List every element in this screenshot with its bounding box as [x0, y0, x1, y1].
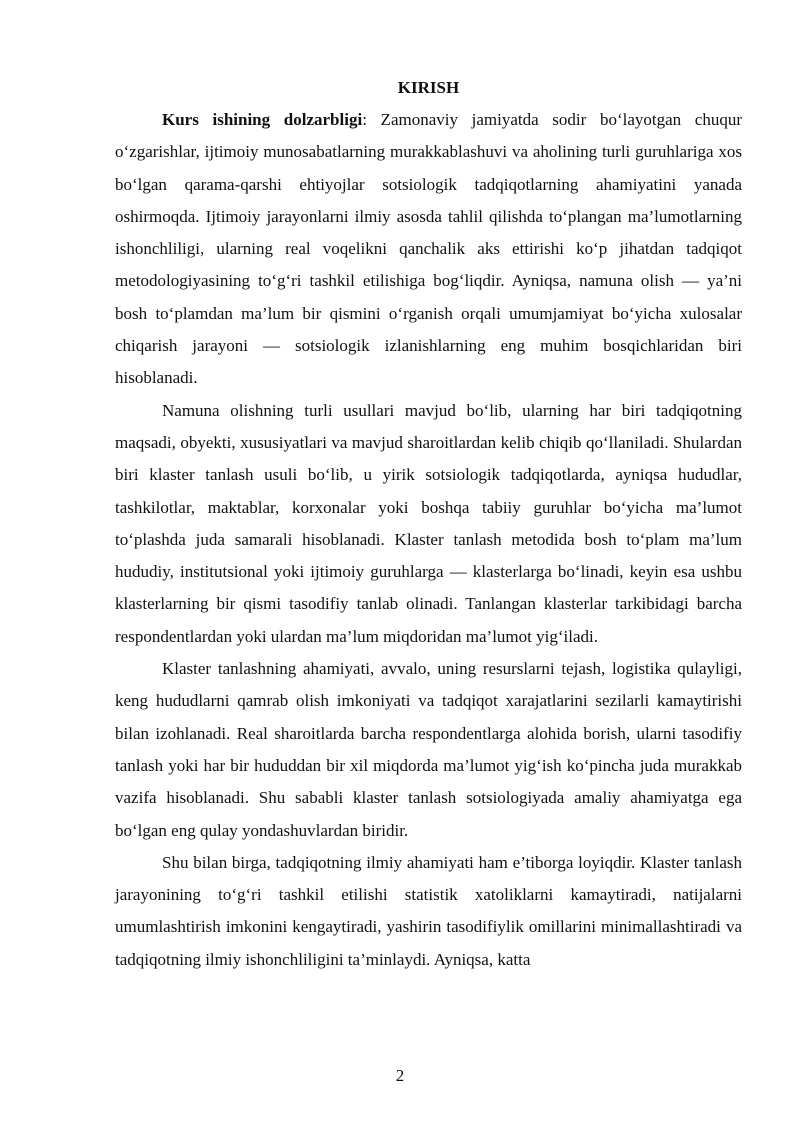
paragraph-scientific-importance — [115, 847, 742, 976]
section-title: KIRISH — [397, 78, 460, 97]
paragraph-text: Klaster tanlashning ahamiyati, avvalo, uning resurslarni tejash, logistika qulayligi, keng hududlarni qamrab olish imkoniyati va tadqiqot xarajatlarini sezilarli kamaytirishi bilan izohlanadi. Real sharoitlarda barcha respondentlarga alohida borish, ularni tasodifiy tanlash yoki har bir hududdan bir xil miqdorda ma’lumot yig‘ish ko‘pincha juda murakkab vazifa hisoblanadi. Shu sababli klaster tanlash sotsiologiyada amaliy ahamiyatga ega bo‘lgan eng qulay yondashuvlardan biridir. — [115, 659, 742, 840]
paragraph-lead: Kurs ishining dolzarbligi — [162, 110, 363, 129]
paragraph-sampling-methods — [115, 395, 742, 653]
paragraph-cluster-importance — [115, 653, 742, 847]
paragraph-text: Namuna olishning turli usullari mavjud bo‘lib, ularning har biri tadqiqotning maqsadi, obyekti, xususiyatlari va mavjud sharoitlardan kelib chiqib qo‘llaniladi. Shulardan biri klaster tanlash usuli bo‘lib, u yirik sotsiologik tadqiqotlarda, ayniqsa hududlar, tashkilotlar, maktablar, korxonalar yoki boshqa tabiiy guruhlar bo‘yicha ma’lumot to‘plashda juda samarali hisoblanadi. Klaster tanlash metodida bosh to‘plam ma’lum hududiy, institutsional yoki ijtimoiy guruhlarga — klasterlarga bo‘linadi, keyin esa ushbu klasterlarning bir qismi tasodifiy tanlab olinadi. Tanlangan klasterlar tarkibidagi barcha respondentlardan yoki ulardan ma’lum miqdoridan ma’lumot yig‘iladi. — [115, 400, 742, 646]
document-page — [115, 72, 742, 976]
page-number: 2 — [395, 1066, 405, 1085]
paragraph-relevance — [115, 104, 742, 395]
paragraph-text: Shu bilan birga, tadqiqotning ilmiy ahamiyati ham e’tiborga loyiqdir. Klaster tanlash jarayonining to‘g‘ri tashkil etilishi statistik xatoliklarni kamaytiradi, natijalarni umumlashtirish imkonini kengaytiradi, yashirin tasodifiylik omillarini minimallashtiradi va tadqiqotning ilmiy ishonchliligini ta’minlaydi. Ayniqsa, katta — [115, 852, 742, 969]
paragraph-text: : Zamonaviy jamiyatda sodir bo‘layotgan chuqur o‘zgarishlar, ijtimoiy munosabatlarning murakkablashuvi va aholining turli guruhlariga xos bo‘lgan qarama-qarshi ehtiyojlar sotsiologik tadqiqotlarning ahamiyatini yanada oshirmoqda. Ijtimoiy jarayonlarni ilmiy asosda tahlil qilishda to‘plangan ma’lumotlarning ishonchliligi, ularning real voqelikni qanchalik aks ettirishi ko‘p jihatdan tadqiqot metodologiyasining to‘g‘ri tashkil etilishiga bog‘liqdir. Ayniqsa, namuna olish — ya’ni bosh to‘plamdan ma’lum bir qismini o‘rganish orqali umumjamiyat bo‘yicha xulosalar chiqarish jarayoni — sotsiologik izlanishlarning eng muhim bosqichlaridan biri hisoblanadi. — [115, 110, 743, 388]
